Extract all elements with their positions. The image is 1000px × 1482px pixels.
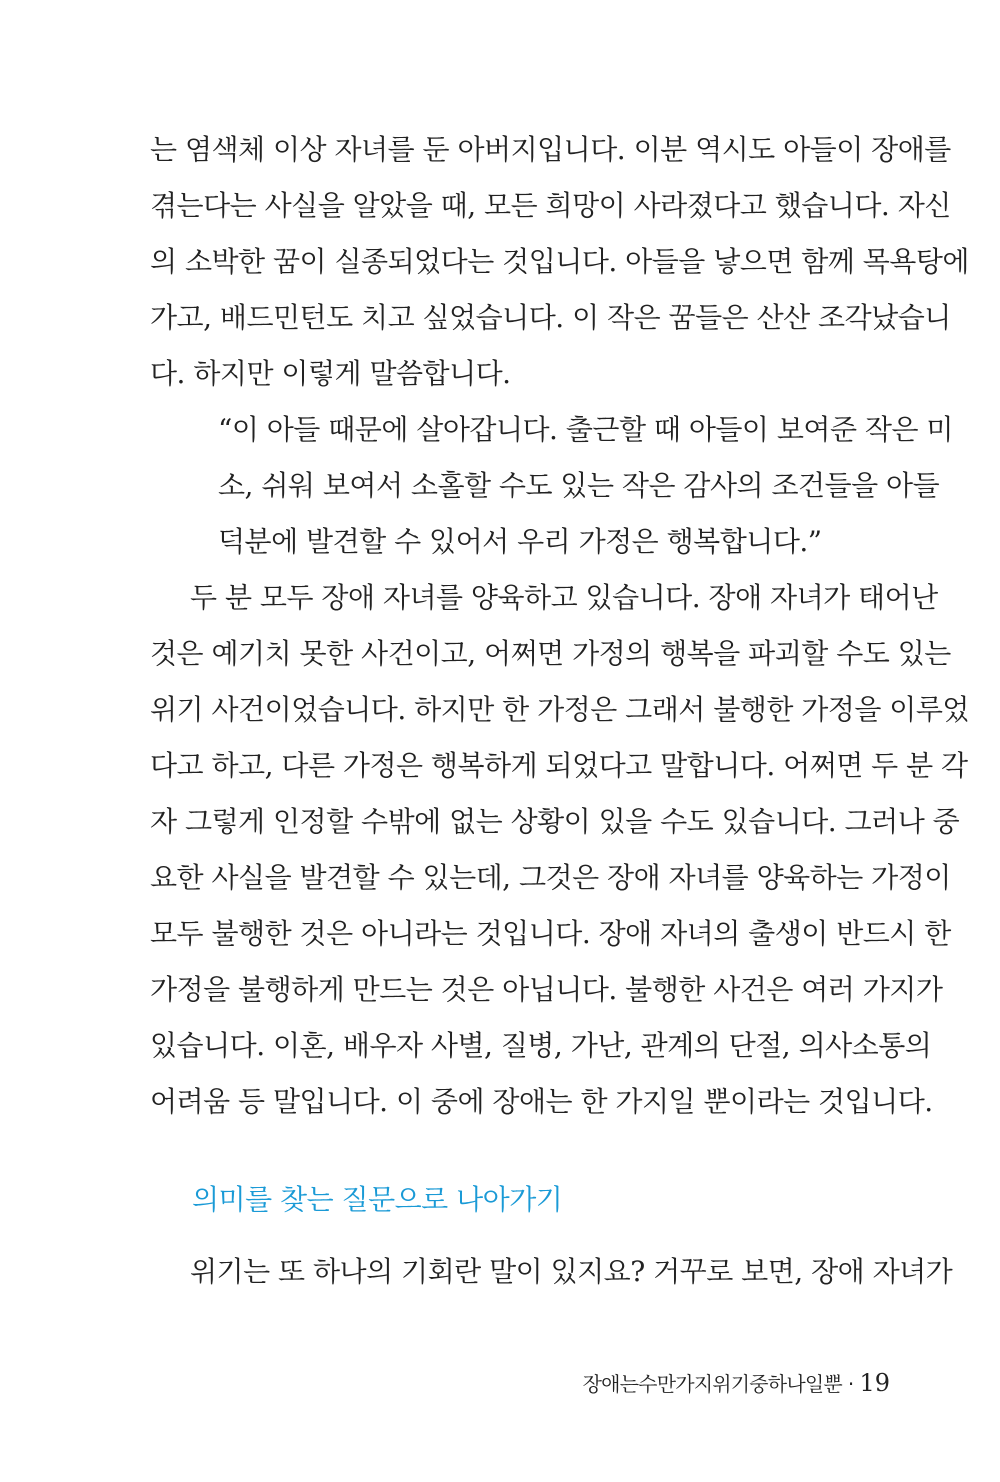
body-line: 위기는 또 하나의 기회란 말이 있지요? 거꾸로 보면, 장애 자녀가 [190, 1255, 953, 1288]
body-line: 모두 불행한 것은 아니라는 것입니다. 장애 자녀의 출생이 반드시 한 [150, 917, 951, 950]
body-line: 요한 사실을 발견할 수 있는데, 그것은 장애 자녀를 양육하는 가정이 [150, 861, 951, 894]
body-line: 위기 사건이었습니다. 하지만 한 가정은 그래서 불행한 가정을 이루었 [150, 693, 969, 726]
quote-line: “이 아들 때문에 살아갑니다. 출근할 때 아들이 보여준 작은 미 [218, 413, 953, 446]
body-line: 가고, 배드민턴도 치고 싶었습니다. 이 작은 꿈들은 산산 조각났습니 [150, 301, 951, 334]
body-line: 어려움 등 말입니다. 이 중에 장애는 한 가지일 뿐이라는 것입니다. [150, 1085, 933, 1118]
body-line: 는 염색체 이상 자녀를 둔 아버지입니다. 이분 역시도 아들이 장애를 [150, 133, 951, 166]
body-line: 다. 하지만 이렇게 말씀합니다. [150, 357, 511, 390]
body-line: 다고 하고, 다른 가정은 행복하게 되었다고 말합니다. 어쩌면 두 분 각 [150, 749, 968, 782]
page-number: 19 [859, 1369, 890, 1397]
running-title: 장애는수만가지위기중하나일뿐 [582, 1372, 842, 1396]
footer-separator: · [847, 1372, 854, 1396]
body-line: 자 그렇게 인정할 수밖에 없는 상황이 있을 수도 있습니다. 그러나 중 [150, 805, 960, 838]
body-line: 있습니다. 이혼, 배우자 사별, 질병, 가난, 관계의 단절, 의사소통의 [150, 1029, 932, 1062]
body-line: 겪는다는 사실을 알았을 때, 모든 희망이 사라졌다고 했습니다. 자신 [150, 189, 951, 222]
quote-line: 소, 쉬워 보여서 소홀할 수도 있는 작은 감사의 조건들을 아들 [218, 469, 940, 502]
page-footer [583, 1368, 890, 1399]
body-line: 의 소박한 꿈이 실종되었다는 것입니다. 아들을 낳으면 함께 목욕탕에 [150, 245, 969, 278]
body-line: 가정을 불행하게 만드는 것은 아닙니다. 불행한 사건은 여러 가지가 [150, 973, 943, 1006]
body-line: 두 분 모두 장애 자녀를 양육하고 있습니다. 장애 자녀가 태어난 [190, 581, 938, 614]
body-line: 것은 예기치 못한 사건이고, 어쩌면 가정의 행복을 파괴할 수도 있는 [150, 637, 951, 670]
section-heading: 의미를 찾는 질문으로 나아가기 [192, 1183, 563, 1216]
quote-line: 덕분에 발견할 수 있어서 우리 가정은 행복합니다.” [218, 525, 822, 558]
